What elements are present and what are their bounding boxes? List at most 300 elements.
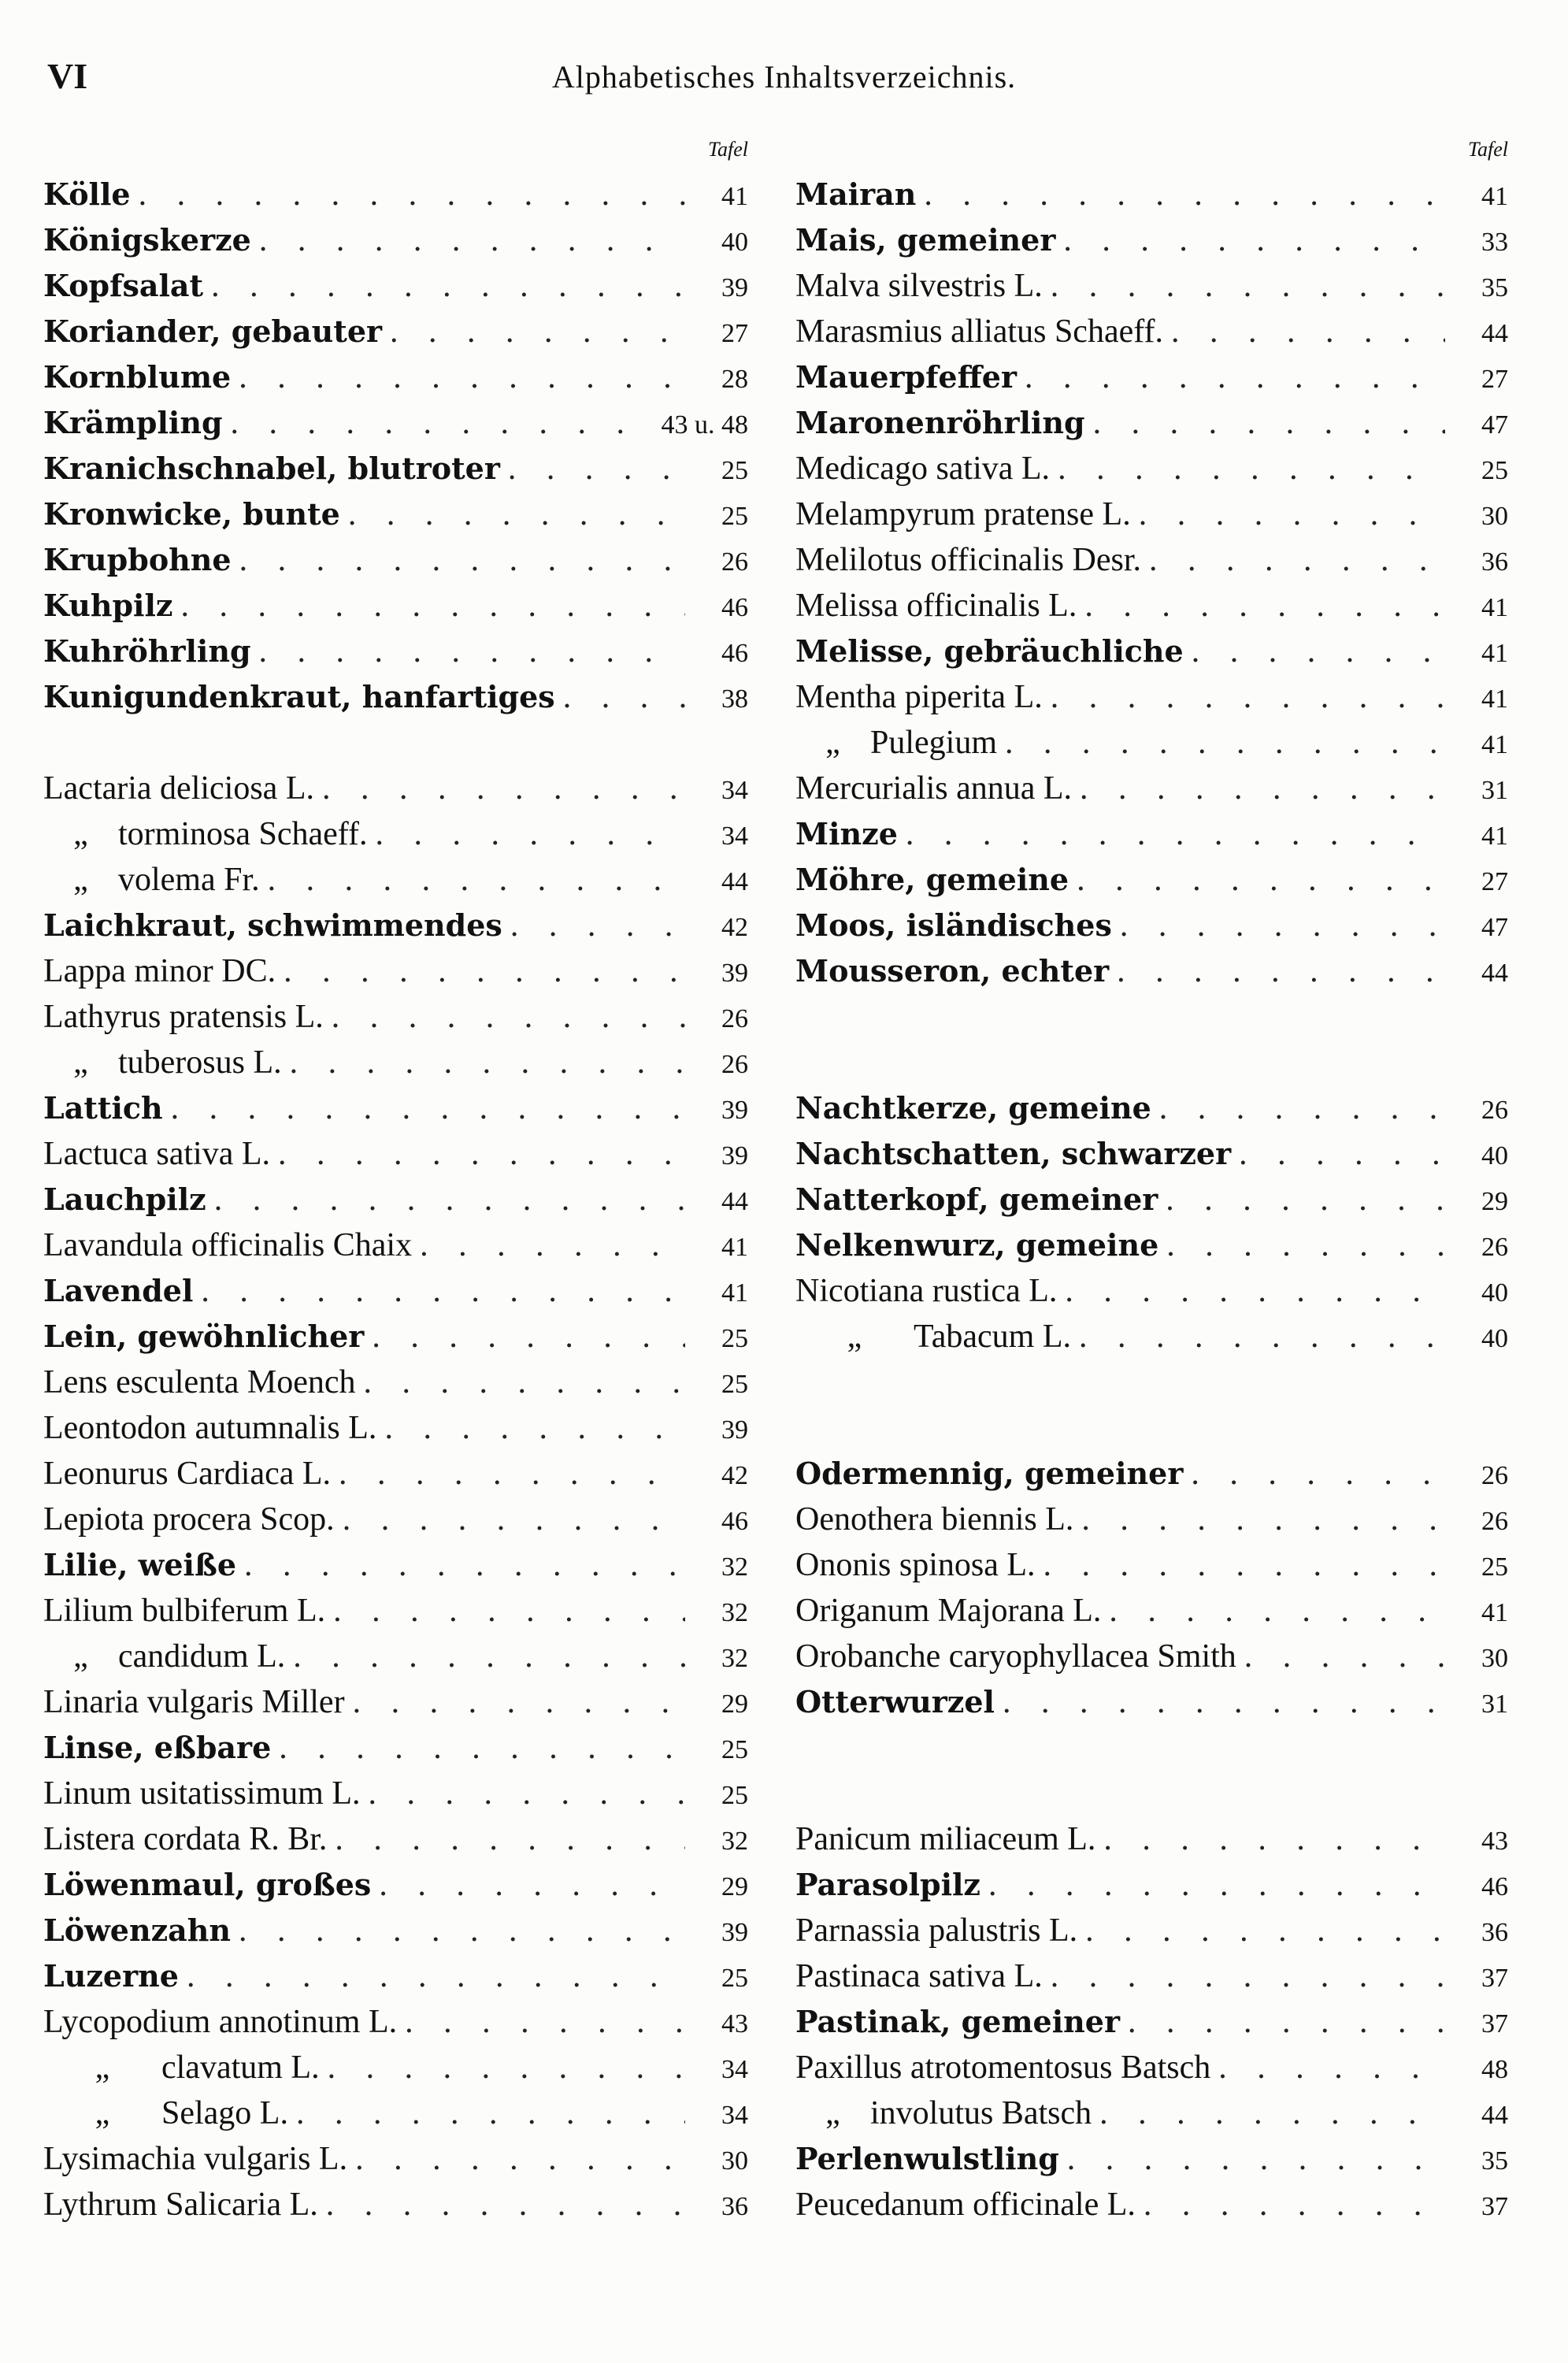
plate-number: 39 [721, 959, 748, 988]
entry-name [795, 267, 1043, 305]
leader-dots [1159, 1089, 1445, 1127]
entry-name [795, 907, 1112, 943]
leader-dots [348, 495, 685, 533]
entry-name [43, 588, 172, 623]
index-entry [795, 404, 1508, 450]
entry-name-text: Kopfsalat [43, 268, 204, 303]
index-entry [795, 952, 1508, 998]
entry-name-text: Pastinaca sativa L. [795, 1958, 1043, 1994]
entry-name [43, 1683, 345, 1721]
leader-dots [343, 1501, 685, 1538]
leader-dots [1067, 2140, 1445, 2178]
leader-dots [326, 2186, 685, 2224]
plate-number: 30 [1481, 502, 1508, 531]
plate-number: 43 u. 48 [661, 410, 748, 440]
entry-name [43, 2186, 318, 2224]
plate-number: 41 [1481, 639, 1508, 668]
plate-number: 36 [1481, 547, 1508, 577]
plate-number: 34 [721, 2055, 748, 2084]
leader-dots [988, 1866, 1445, 1904]
entry-name [43, 1044, 282, 1081]
index-entry [43, 1683, 748, 1729]
leader-dots [420, 1226, 685, 1264]
plate-number: 26 [721, 1050, 748, 1079]
leader-dots [1051, 1957, 1445, 1995]
entry-name [43, 1867, 371, 1902]
entry-name-text: Lilie, weiße [43, 1547, 237, 1582]
page-number: VI [47, 56, 88, 96]
leader-dots [139, 176, 685, 213]
entry-name [43, 222, 251, 258]
leader-dots [379, 1866, 685, 1904]
leader-dots [339, 1455, 685, 1493]
plate-number: 41 [721, 182, 748, 211]
entry-name [795, 1272, 1057, 1310]
index-entry [795, 1546, 1508, 1592]
leader-dots [1149, 541, 1445, 579]
entry-name-text: Königskerze [43, 222, 251, 258]
entry-name [795, 770, 1072, 807]
entry-name-text: Leonurus Cardiaca L. [43, 1456, 332, 1492]
index-entry [795, 907, 1508, 952]
plate-number: 25 [721, 1781, 748, 1810]
entry-name-text: Kranichschnabel, blutroter [43, 451, 500, 486]
entry-name [43, 496, 340, 532]
leader-dots [510, 907, 685, 944]
entry-name-text: volema Fr. [118, 862, 260, 898]
leader-dots [171, 1089, 685, 1127]
leader-dots [1239, 1135, 1445, 1173]
entry-spacer [795, 998, 1508, 1044]
leader-dots [211, 267, 685, 305]
plate-number: 41 [721, 1278, 748, 1308]
leader-dots [332, 998, 685, 1036]
entry-name-text: Lysimachia vulgaris L. [43, 2141, 348, 2177]
entry-name-text: Kölle [43, 176, 131, 212]
index-entry [43, 1181, 748, 1226]
entry-name-text: Löwenzahn [43, 1912, 232, 1948]
ditto-mark: „ [73, 1044, 88, 1081]
entry-name-text: Moos, isländisches [795, 907, 1112, 943]
index-entry [43, 1226, 748, 1272]
index-entry [795, 1226, 1508, 1272]
index-entry [795, 1820, 1508, 1866]
entry-name-text: Orobanche caryophyllacea Smith [795, 1638, 1236, 1675]
leader-dots [1192, 632, 1445, 670]
page-header [47, 55, 1521, 102]
index-entry [795, 2094, 1508, 2140]
entry-name-text: Möhre, gemeine [795, 862, 1069, 897]
entry-name [43, 1273, 193, 1308]
plate-number: 32 [721, 1552, 748, 1582]
plate-number: 47 [1481, 913, 1508, 942]
plate-number: 25 [1481, 456, 1508, 485]
plate-number: 36 [721, 2192, 748, 2221]
entry-name-text: Otterwurzel [795, 1684, 995, 1719]
index-entry [795, 313, 1508, 358]
leader-dots [372, 1318, 685, 1356]
entry-name-text: Listera cordata R. Br. [43, 1821, 328, 1857]
index-entry [795, 1501, 1508, 1546]
leader-dots [335, 1820, 685, 1858]
plate-number: 41 [1481, 1598, 1508, 1627]
plate-number: 41 [1481, 182, 1508, 211]
leader-dots [1079, 1318, 1445, 1356]
index-entry [795, 1135, 1508, 1181]
entry-name-text: Medicago sativa L. [795, 451, 1051, 487]
leader-dots [1003, 1683, 1445, 1721]
entry-name-text: Lycopodium annotinum L. [43, 2004, 398, 2040]
index-entry [43, 1957, 748, 2003]
entry-name [795, 633, 1184, 669]
plate-number: 44 [1481, 2101, 1508, 2130]
entry-name-text: Nicotiana rustica L. [795, 1273, 1058, 1309]
plate-number: 40 [1481, 1141, 1508, 1170]
leader-dots [369, 1775, 685, 1812]
entry-name [43, 1730, 271, 1765]
plate-number: 44 [721, 1187, 748, 1216]
entry-name [43, 268, 203, 303]
index-entry [795, 2140, 1508, 2186]
leader-dots [353, 1683, 685, 1721]
plate-number: 36 [1481, 1918, 1508, 1947]
entry-name-text: Mairan [795, 176, 917, 212]
leader-dots [278, 1135, 685, 1173]
plate-number: 39 [721, 1918, 748, 1947]
entry-name-text: Kuhpilz [43, 588, 173, 623]
plate-number: 27 [721, 319, 748, 348]
leader-dots [296, 2094, 685, 2132]
entry-spacer [795, 1729, 1508, 1775]
entry-spacer [795, 1409, 1508, 1455]
plate-number: 44 [1481, 319, 1508, 348]
leader-dots [239, 358, 685, 396]
leader-dots [279, 1729, 685, 1767]
index-entry [795, 2049, 1508, 2094]
entry-name-text: Natterkopf, gemeiner [795, 1182, 1158, 1217]
index-entry [795, 678, 1508, 724]
entry-name-text: involutus Batsch [870, 2095, 1092, 2131]
plate-number: 31 [1481, 776, 1508, 805]
index-entry [795, 176, 1508, 221]
entry-name-text: Nachtkerze, gemeine [795, 1090, 1151, 1126]
entry-name [43, 907, 502, 943]
index-entry [795, 815, 1508, 861]
leader-dots [1244, 1638, 1445, 1675]
index-entry [43, 1044, 748, 1089]
entry-name [795, 313, 1163, 351]
index-entry [43, 2094, 748, 2140]
right-column-head: Tafel [1467, 138, 1508, 161]
entry-name [43, 633, 251, 669]
plate-number: 43 [1481, 1827, 1508, 1856]
index-entry [43, 587, 748, 632]
plate-number: 41 [1481, 822, 1508, 851]
index-entry [43, 1363, 748, 1409]
index-entry [43, 952, 748, 998]
plate-number: 39 [721, 1096, 748, 1125]
leader-dots [1025, 358, 1445, 396]
entry-name [795, 222, 1055, 258]
entry-spacer [795, 1775, 1508, 1820]
entry-name [795, 1820, 1095, 1858]
leader-dots [239, 1912, 685, 1949]
page-title: Alphabetisches Inhaltsverzeichnis. [551, 59, 1017, 95]
leader-dots [268, 861, 685, 899]
entry-name-text: Linum usitatissimum L. [43, 1775, 361, 1812]
entry-name-text: Kuhröhrling [43, 633, 251, 669]
entry-name [43, 176, 131, 212]
index-entry [43, 176, 748, 221]
entry-name-text: Kunigundenkraut, hanfartiges [43, 679, 555, 714]
index-entry [43, 1455, 748, 1501]
index-entry [43, 907, 748, 952]
entry-name [43, 770, 314, 807]
leader-dots [1085, 1912, 1445, 1949]
entry-name-text: candidum L. [118, 1638, 286, 1675]
entry-name [795, 587, 1077, 625]
entry-name [43, 1409, 376, 1447]
leader-dots [322, 770, 685, 807]
index-entry [43, 1318, 748, 1363]
entry-name [43, 1135, 270, 1173]
entry-name-text: Nelkenwurz, gemeine [795, 1227, 1159, 1263]
index-entry [795, 587, 1508, 632]
index-entry [43, 2186, 748, 2231]
leader-dots [1084, 587, 1445, 625]
entry-name-text: Lythrum Salicaria L. [43, 2187, 318, 2223]
entry-name-text: Lactaria deliciosa L. [43, 770, 314, 807]
leader-dots [333, 1592, 685, 1630]
index-entry [795, 1638, 1508, 1683]
leader-dots [508, 450, 685, 488]
leader-dots [231, 404, 654, 442]
index-entry [43, 1638, 748, 1683]
entry-name [43, 1182, 206, 1217]
index-entry [43, 1409, 748, 1455]
ditto-mark: „ [95, 2050, 110, 2086]
entry-name-text: Lactuca sativa L. [43, 1136, 271, 1172]
entry-name [795, 1867, 980, 1902]
leader-dots [187, 1957, 685, 1995]
entry-name-text: Lepiota procera Scop. [43, 1501, 335, 1538]
entry-name [43, 2003, 397, 2041]
index-entry [43, 495, 748, 541]
entry-name-text: Melilotus officinalis Desr. [795, 542, 1142, 578]
index-entry [795, 267, 1508, 313]
entry-name [43, 815, 367, 853]
entry-name-text: Ononis spinosa L. [795, 1547, 1036, 1583]
index-entry [795, 1089, 1508, 1135]
plate-number: 41 [1481, 684, 1508, 714]
index-entry [43, 450, 748, 495]
plate-number: 46 [721, 1507, 748, 1536]
leader-dots [1065, 1272, 1445, 1310]
leader-dots [259, 632, 685, 670]
entry-name [43, 2094, 288, 2132]
entry-name [795, 1456, 1183, 1491]
entry-name [43, 952, 276, 990]
entry-name [795, 1684, 995, 1719]
entry-name [795, 1638, 1236, 1675]
plate-number: 42 [721, 1461, 748, 1490]
leader-dots [1077, 861, 1445, 899]
entry-name [795, 678, 1043, 716]
left-column-head: Tafel [707, 138, 748, 161]
leader-dots [1144, 2186, 1445, 2224]
leader-dots [364, 1363, 685, 1401]
plate-number: 28 [721, 365, 748, 394]
entry-name-text: Mentha piperita L. [795, 679, 1043, 715]
index-entry [43, 541, 748, 587]
entry-name [795, 724, 997, 762]
index-entry [43, 1592, 748, 1638]
index-entry [795, 1957, 1508, 2003]
leader-dots [244, 1546, 685, 1584]
entry-name-text: Oenothera biennis L. [795, 1501, 1074, 1538]
entry-name-text: Pastinak, gemeiner [795, 2004, 1120, 2039]
ditto-mark: „ [73, 1638, 88, 1675]
entry-name-text: Lavendel [43, 1273, 194, 1308]
plate-number: 29 [1481, 1187, 1508, 1216]
entry-name [43, 1455, 331, 1493]
entry-name [43, 1775, 361, 1812]
index-entry [43, 861, 748, 907]
plate-number: 37 [1481, 2009, 1508, 2038]
entry-name-text: Parasolpilz [795, 1867, 981, 1902]
entry-name-text: Lappa minor DC. [43, 953, 276, 989]
leader-dots [906, 815, 1445, 853]
plate-number: 47 [1481, 410, 1508, 440]
entry-name-text: Malva silvestris L. [795, 268, 1043, 304]
leader-dots [1109, 1592, 1445, 1630]
entry-name [795, 1592, 1101, 1630]
index-entry [43, 2003, 748, 2049]
entry-name [43, 451, 500, 486]
entry-name [43, 1547, 236, 1582]
plate-number: 35 [1481, 2146, 1508, 2176]
entry-name-text: Origanum Majorana L. [795, 1593, 1102, 1629]
index-entry [795, 2003, 1508, 2049]
entry-name-text: Lauchpilz [43, 1182, 206, 1217]
leader-dots [355, 2140, 685, 2178]
entry-name-text: Odermennig, gemeiner [795, 1456, 1184, 1491]
entry-name-text: Luzerne [43, 1958, 179, 1994]
leader-dots [1128, 2003, 1445, 2041]
plate-number: 37 [1481, 1964, 1508, 1993]
entry-name-text: Melampyrum pratense L. [795, 496, 1131, 532]
entry-name [43, 1501, 335, 1538]
index-entry [43, 770, 748, 815]
index-entry [43, 1912, 748, 1957]
entry-name-text: Nachtschatten, schwarzer [795, 1136, 1232, 1171]
entry-name-text: Minze [795, 816, 898, 851]
ditto-mark: „ [825, 725, 840, 761]
plate-number: 25 [721, 1964, 748, 1993]
leader-dots [239, 541, 685, 579]
entry-name-text: Krupbohne [43, 542, 232, 577]
leader-dots [1166, 1181, 1445, 1219]
entry-name [43, 2140, 347, 2178]
plate-number: 41 [1481, 730, 1508, 759]
plate-number: 26 [721, 1004, 748, 1033]
plate-number: 46 [721, 593, 748, 622]
entry-name-text: Parnassia palustris L. [795, 1912, 1078, 1949]
entry-name [43, 542, 232, 577]
plate-number: 41 [1481, 593, 1508, 622]
entry-name [795, 1136, 1231, 1171]
right-column [795, 138, 1508, 2231]
leader-dots [1093, 404, 1445, 442]
entry-name [43, 998, 324, 1036]
entry-name [795, 405, 1085, 440]
index-entry [795, 861, 1508, 907]
index-entry [795, 541, 1508, 587]
entry-name [795, 2141, 1059, 2176]
plate-number: 25 [721, 1370, 748, 1399]
entry-name [795, 450, 1050, 488]
leader-dots [290, 1044, 685, 1081]
entry-name-text: Mauerpfeffer [795, 359, 1017, 395]
entry-name-text: Lens esculenta Moench [43, 1364, 356, 1400]
ditto-mark: „ [825, 2095, 840, 2131]
plate-number: 26 [1481, 1461, 1508, 1490]
leader-dots [1080, 770, 1445, 807]
leader-dots [1051, 678, 1445, 716]
entry-name [43, 1363, 356, 1401]
plate-number: 38 [721, 684, 748, 714]
index-entry [795, 1455, 1508, 1501]
entry-name [795, 541, 1141, 579]
entry-name [795, 1182, 1158, 1217]
index-entry [43, 2049, 748, 2094]
leader-dots [1099, 2094, 1445, 2132]
leader-dots [201, 1272, 685, 1310]
index-entry [795, 1912, 1508, 1957]
index-entry [43, 2140, 748, 2186]
entry-name-text: Kornblume [43, 359, 232, 395]
index-entry [795, 632, 1508, 678]
plate-number: 46 [721, 639, 748, 668]
plate-number: 25 [721, 456, 748, 485]
leader-dots [375, 815, 685, 853]
entry-name-text: Pulegium [870, 725, 998, 761]
entry-name [43, 405, 223, 440]
leader-dots [1005, 724, 1445, 762]
leader-dots [1063, 221, 1445, 259]
ditto-mark: „ [847, 1319, 862, 1355]
leader-dots [1191, 1455, 1445, 1493]
index-entry [43, 1866, 748, 1912]
index-entry [795, 724, 1508, 770]
plate-number: 25 [721, 502, 748, 531]
leader-dots [1166, 1226, 1445, 1264]
entry-name-text: Lathyrus pratensis L. [43, 999, 324, 1035]
left-column [43, 138, 748, 2231]
plate-number: 34 [721, 822, 748, 851]
plate-number: 30 [1481, 1644, 1508, 1673]
index-entry [43, 313, 748, 358]
entry-name-text: torminosa Schaeff. [118, 816, 368, 852]
index-entry [795, 450, 1508, 495]
leader-dots [259, 221, 685, 259]
index-entry [43, 267, 748, 313]
entry-name-text: Peucedanum officinale L. [795, 2187, 1136, 2223]
index-entry [795, 358, 1508, 404]
plate-number: 33 [1481, 228, 1508, 257]
plate-number: 42 [721, 913, 748, 942]
leader-dots [214, 1181, 685, 1219]
